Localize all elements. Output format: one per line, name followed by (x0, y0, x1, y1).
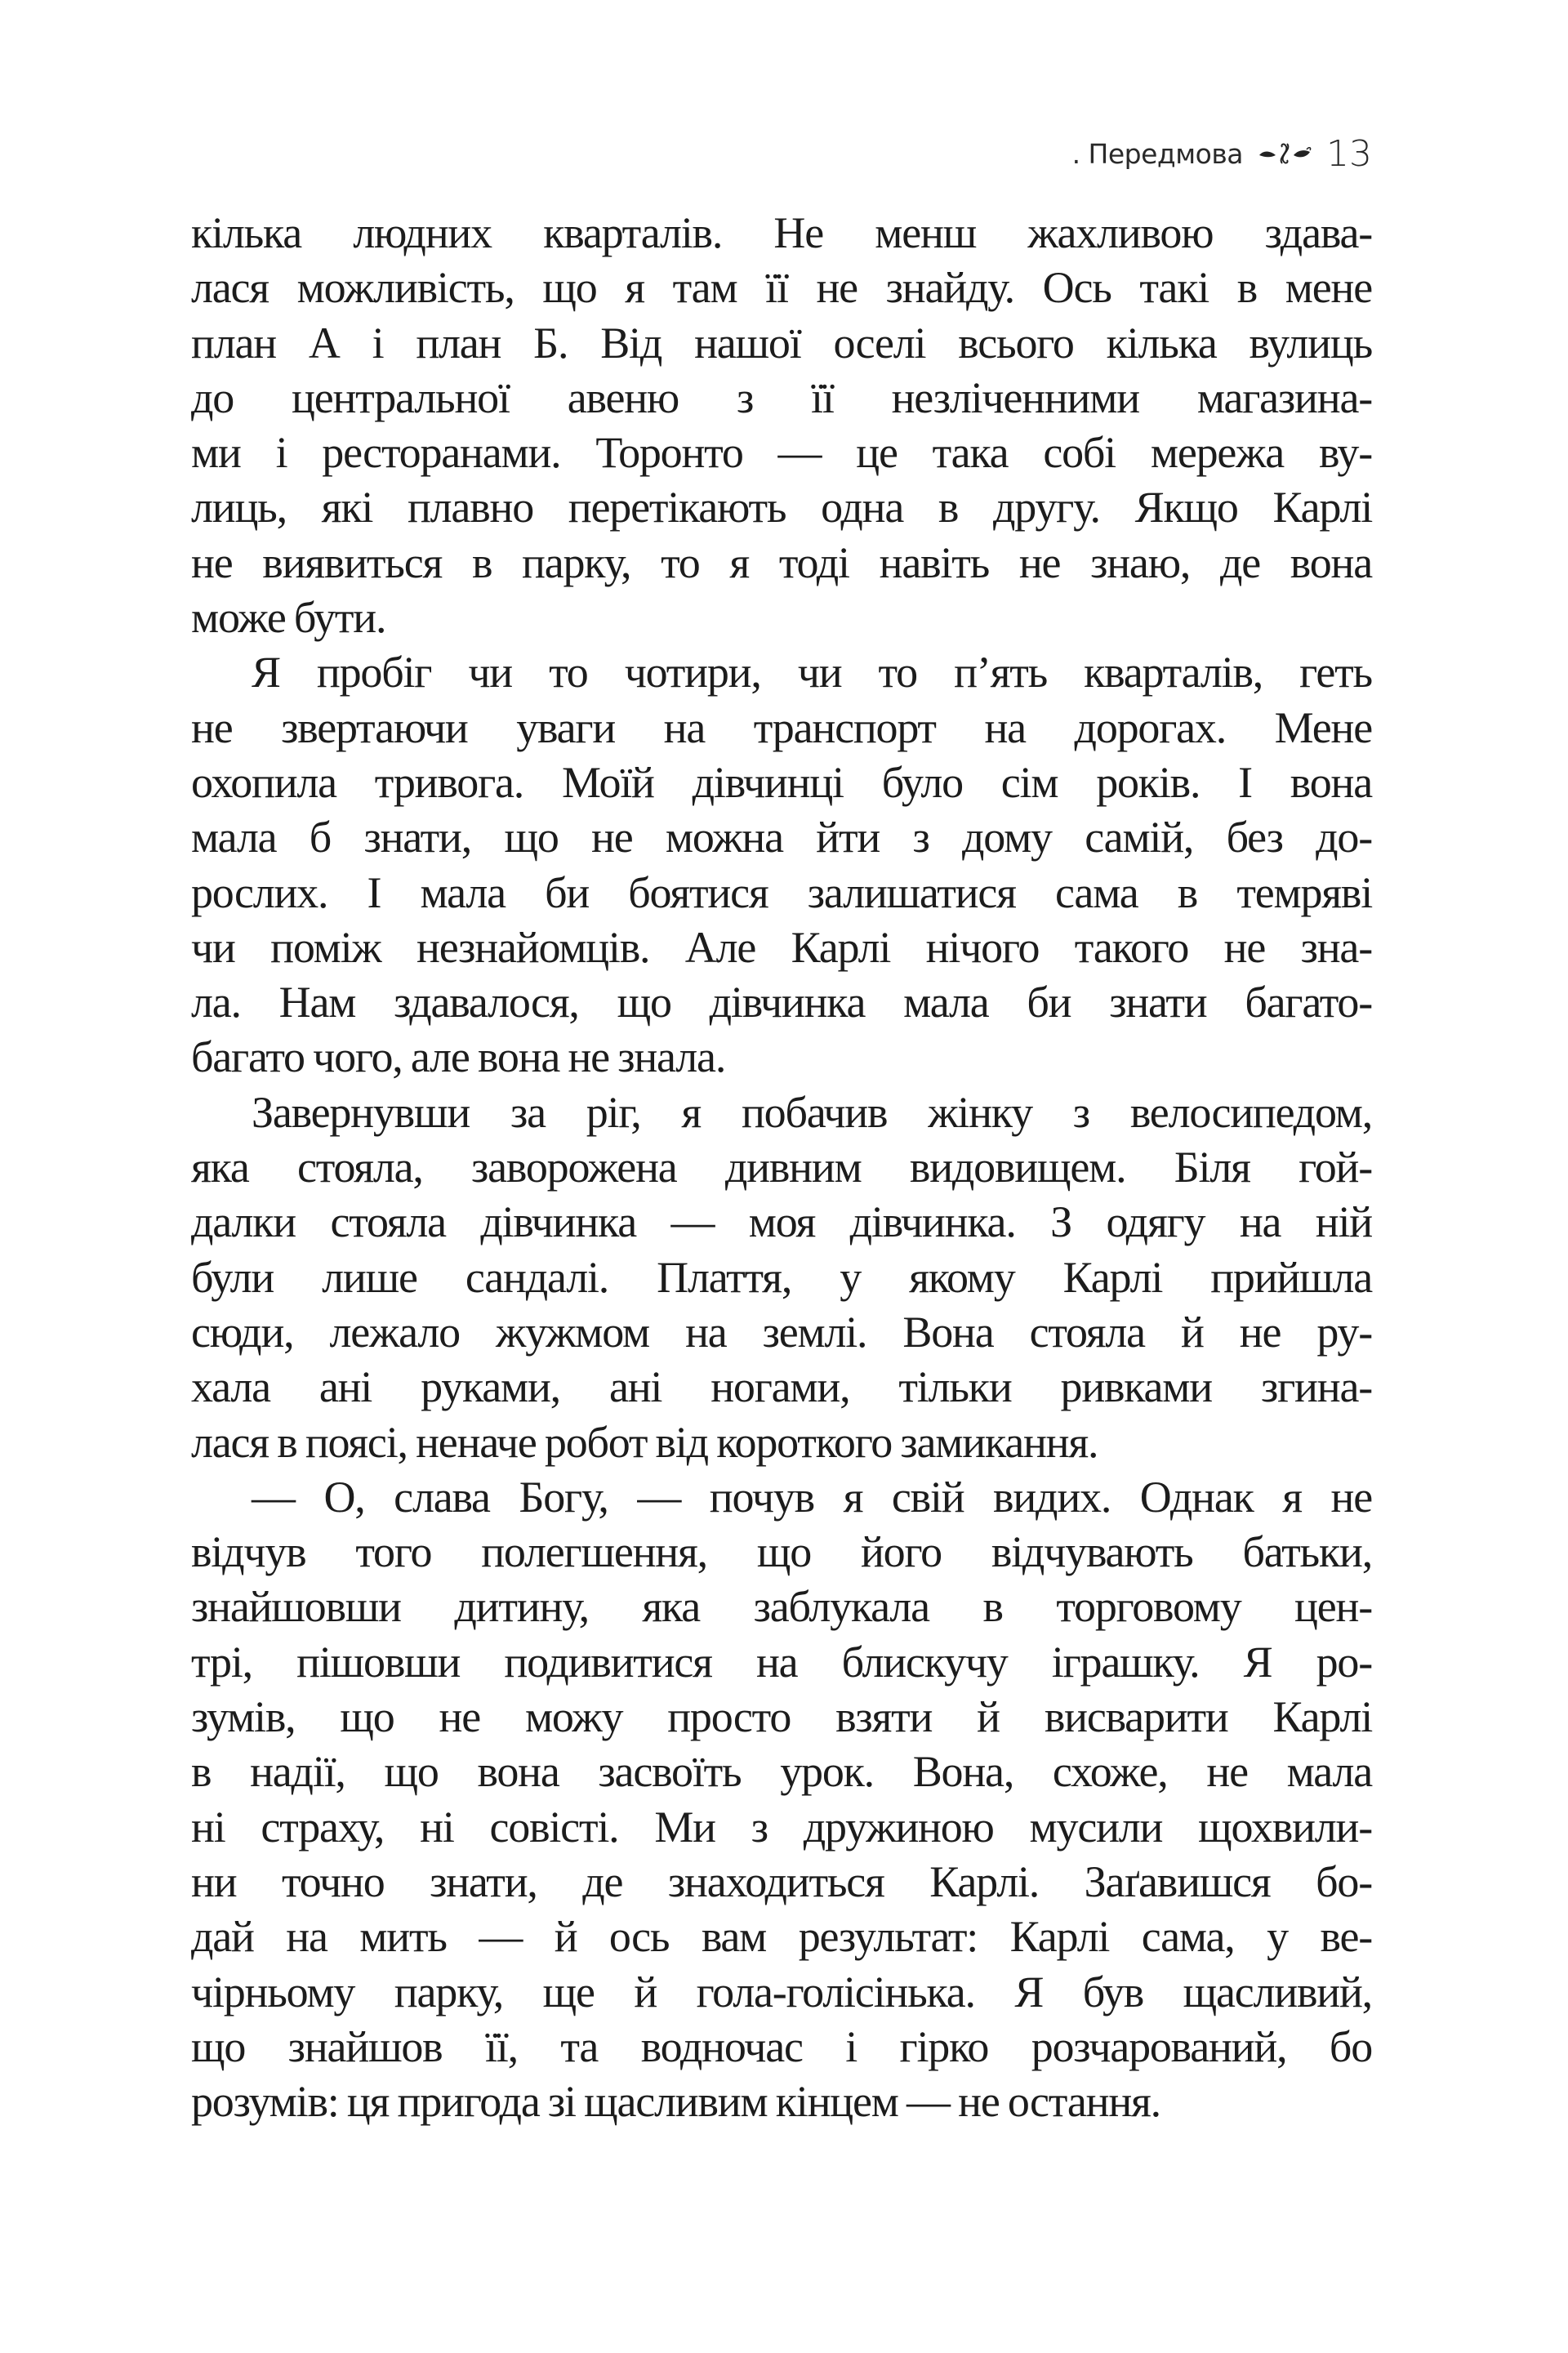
text-line: відчув того полегшення, що його відчувають батьки, (191, 1527, 1372, 1577)
text-line: далки стояла дівчинка — моя дівчинка. З одягу на ній (191, 1197, 1372, 1247)
text-line: зумів, що не можу просто взяти й висварити Карлі (191, 1692, 1372, 1742)
text-line: знайшовши дитину, яка заблукала в торговому цен- (191, 1582, 1372, 1632)
text-line: в надії, що вона засвоїть урок. Вона, схоже, не мала (191, 1747, 1372, 1797)
text-line: не виявиться в парку, то я тоді навіть не знаю, де вона (191, 537, 1372, 587)
text-line: багато чого, але вона не знала. (191, 1032, 726, 1082)
text-line: сюди, лежало жужмом на землі. Вона стояла й не ру- (191, 1307, 1372, 1357)
text-line: охопила тривога. Моїй дівчинці було сім років. І вона (191, 757, 1372, 807)
text-line: ла. Нам здавалося, що дівчинка мала би знати багато- (191, 978, 1372, 1027)
text-line: Завернувши за ріг, я побачив жінку з велосипедом, (252, 1087, 1372, 1137)
running-header (1072, 129, 1372, 178)
text-line: чи поміж незнайомців. Але Карлі нічого такого не зна- (191, 922, 1372, 972)
text-line: до центральної авеню з її незліченними магазина- (191, 372, 1372, 422)
text-line: — О, слава Богу, — почув я свій видих. Однак я не (252, 1472, 1372, 1522)
text-line: лася можливість, що я там її не знайду. Ось такі в мене (191, 263, 1372, 313)
paragraph (191, 1470, 1372, 2130)
text-line: ни точно знати, де знаходиться Карлі. Заґавишся бо- (191, 1856, 1372, 1906)
text-line: що знайшов її, та водночас і гірко розчарований, бо (191, 2021, 1372, 2071)
text-line: план А і план Б. Від нашої оселі всього кілька вулиць (191, 318, 1372, 368)
text-line: мала б знати, що не можна йти з дому самій, без до- (191, 813, 1372, 862)
text-line: трі, пішовши подивитися на блискучу іграшку. Я ро- (191, 1637, 1372, 1687)
text-line: чірньому парку, ще й гола-голісінька. Я був щасливий, (191, 1967, 1372, 2017)
text-line: дай на мить — й ось вам результат: Карлі сама, у ве- (191, 1912, 1372, 1962)
text-line: не звертаючи уваги на транспорт на дорогах. Мене (191, 702, 1372, 752)
text-line: рослих. І мала би боятися залишатися сама в темряві (191, 867, 1372, 917)
text-line: Я пробіг чи то чотири, чи то п’ять кварталів, геть (252, 648, 1372, 697)
page-number: 13 (1326, 132, 1372, 175)
text-line: ні страху, ні совісті. Ми з дружиною мусили щохвили- (191, 1802, 1372, 1852)
paragraph (191, 645, 1372, 1085)
text-line: були лише сандалі. Плаття, у якому Карлі прийшла (191, 1252, 1372, 1302)
paragraph (191, 1085, 1372, 1470)
text-line: ми і ресторанами. Торонто — це така собі мережа ву- (191, 428, 1372, 478)
text-line: кілька людних кварталів. Не менш жахливою здава- (191, 208, 1372, 257)
text-line: хала ані руками, ані ногами, тільки ривками згина- (191, 1362, 1372, 1412)
text-line: може бути. (191, 593, 386, 643)
text-line: лиць, які плавно перетікають одна в другу. Якщо Карлі (191, 483, 1372, 533)
running-title: . Передмова (1071, 137, 1243, 170)
fleuron-icon (1258, 141, 1312, 166)
body-text (191, 206, 1372, 2129)
text-line: лася в поясі, неначе робот від короткого замикання. (191, 1417, 1098, 1467)
text-line: розумів: ця пригода зі щасливим кінцем — не остання. (191, 2077, 1160, 2127)
paragraph (191, 206, 1372, 645)
text-line: яка стояла, заворожена дивним видовищем. Біля гой- (191, 1143, 1372, 1192)
